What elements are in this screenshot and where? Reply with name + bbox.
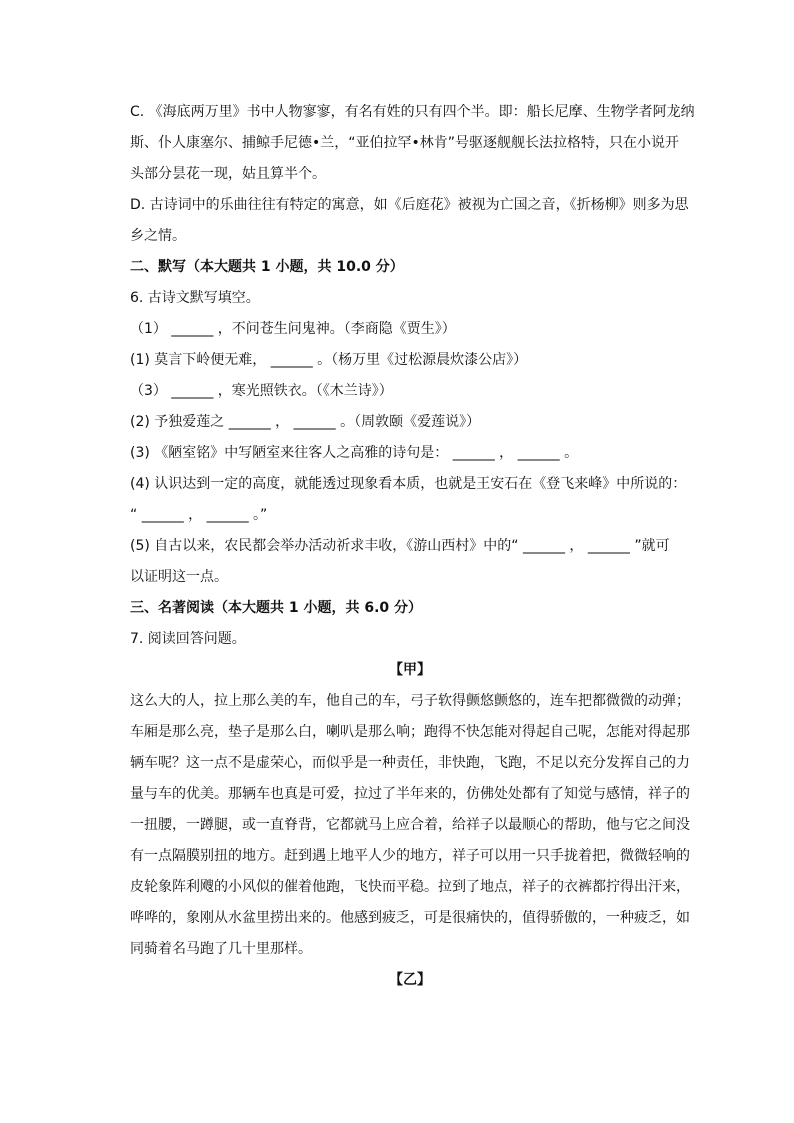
question-6-item: (5) 自古以来，农民都会举办活动祈求丰收，《游山西村》中的“ ______ ， ______ ”就可 <box>130 538 670 554</box>
passage-line: 车厢是那么亮，垫子是那么白，喇叭是那么响；跑得不快怎能对得起自己呢，怎能对得起那 <box>130 724 690 740</box>
section-3 <box>130 593 690 996</box>
passage-line: 哗哗的，象刚从水盆里捞出来的。他感到疲乏，可是很痛快的，值得骄傲的，一种疲乏，如 <box>130 910 690 926</box>
option-c-line: 头部分昙花一现，姑且算半个。 <box>130 166 326 182</box>
part-jia-label: 【甲】 <box>389 662 431 678</box>
section-3-header: 三、名著阅读（本大题共 1 小题，共 6.0 分） <box>130 600 423 616</box>
passage-line: 同骑着名马跑了几十里那样。 <box>130 941 312 957</box>
part-yi-label: 【乙】 <box>389 972 431 988</box>
section-2 <box>130 252 690 593</box>
question-6-item: (3) 《陋室铭》中写陋室来往客人之高雅的诗句是： ______ ， ______ 。 <box>130 445 579 461</box>
passage-line: 量与车的优美。那辆车也真是可爱，拉过了半年来的，仿佛处处都有了知觉与感情，祥子的 <box>130 786 690 802</box>
passage-line: 一扭腰，一蹲腿，或一直脊背，它都就马上应合着，给祥子以最顺心的帮助，他与它之间没 <box>130 817 690 833</box>
option-d-line: D. 古诗词中的乐曲往往有特定的寓意，如《后庭花》被视为亡国之音，《折杨柳》则多为思 <box>130 197 689 213</box>
question-6-item: （1） ______ ，不问苍生问鬼神。（李商隐《贾生》） <box>130 321 456 337</box>
question-6-item: 以证明这一点。 <box>130 569 228 585</box>
question-6-title: 6. 古诗文默写填空。 <box>130 290 260 306</box>
question-6-item: “ ______ ， ______ 。” <box>130 507 268 523</box>
question-7-title: 7. 阅读回答问题。 <box>130 631 246 647</box>
question-6-item: （3） ______ ，寒光照铁衣。（《木兰诗》） <box>130 383 393 399</box>
passage-line: 这么大的人，拉上那么美的车，他自己的车，弓子软得颤悠颤悠的，连车把都微微的动弹； <box>130 693 690 709</box>
option-c-line: 斯、仆人康塞尔、捕鲸手尼德•兰，“亚伯拉罕•林肯”号驱逐舰舰长法拉格特，只在小说开 <box>130 135 680 151</box>
passage-line: 辆车呢？这一点不是虚荣心，而似乎是一种责任，非快跑，飞跑，不足以充分发挥自己的力 <box>130 755 690 771</box>
section-2-header: 二、默写（本大题共 1 小题，共 10.0 分） <box>130 259 404 275</box>
question-6-item: (2) 予独爱莲之 ______ ， ______ 。（周敦颐《爱莲说》） <box>130 414 481 430</box>
option-d <box>130 190 690 252</box>
question-6-item: (4) 认识达到一定的高度，就能透过现象看本质，也就是王安石在《登飞来峰》中所说的： <box>130 476 687 492</box>
option-d-line: 乡之情。 <box>130 228 186 244</box>
passage-line: 有一点隔膜别扭的地方。赶到遇上地平人少的地方，祥子可以用一只手拢着把，微微轻响的 <box>130 848 690 864</box>
passage-line: 皮轮象阵利飕的小风似的催着他跑，飞快而平稳。拉到了地点，祥子的衣裤都拧得出汗来， <box>130 879 690 895</box>
question-6-item: (1) 莫言下岭便无难， ______ 。（杨万里《过松源晨炊漆公店》） <box>130 352 528 368</box>
option-c-line: C. 《海底两万里》书中人物寥寥，有名有姓的只有四个半。即：船长尼摩、生物学者阿龙纳 <box>130 104 695 120</box>
option-c <box>130 97 695 190</box>
